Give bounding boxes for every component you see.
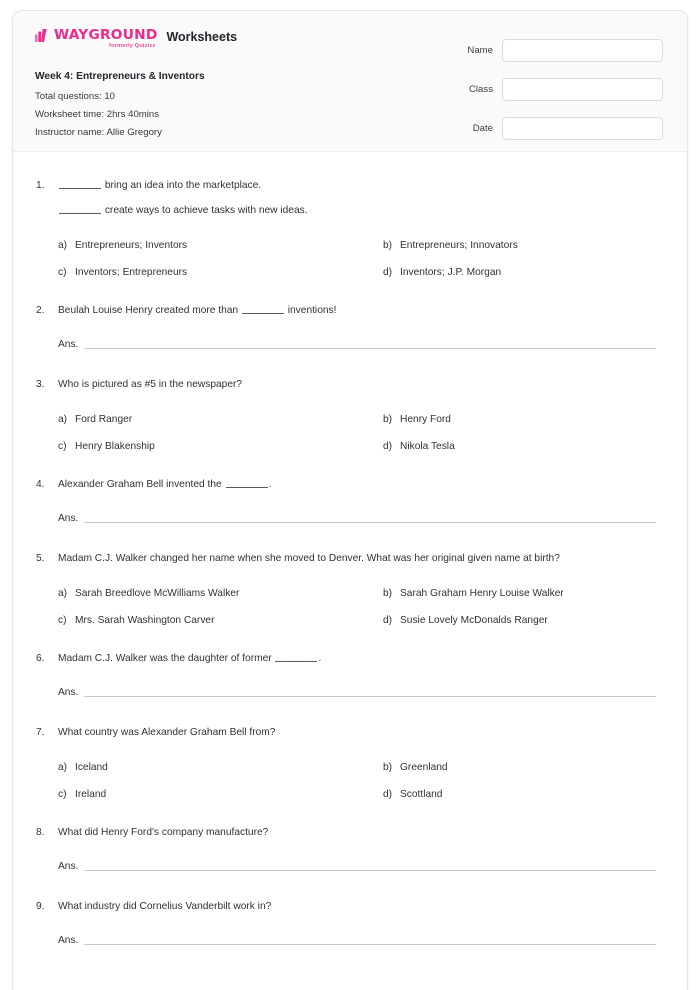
option-key: a) (58, 762, 68, 773)
option-b[interactable] (383, 760, 665, 775)
question-text-wrap (58, 899, 665, 915)
option-label: Sarah Graham Henry Louise Walker (400, 588, 564, 599)
question-text-wrap (58, 303, 665, 319)
option-key: c) (58, 789, 67, 800)
product-title: Worksheets (166, 30, 238, 44)
option-label: Inventors; Entrepreneurs (75, 267, 188, 278)
question-number: 3. (36, 379, 45, 390)
option-a[interactable] (58, 760, 383, 775)
options-grid (35, 412, 665, 454)
worksheet-meta (35, 71, 237, 139)
question-1 (35, 178, 665, 280)
question-number: 2. (36, 305, 45, 316)
fill-in-blank[interactable] (226, 477, 268, 488)
answer-write-line[interactable] (84, 870, 656, 871)
worksheet-title: Week 4: Entrepreneurs & Inventors (35, 71, 205, 82)
question-text-wrap (58, 725, 665, 741)
option-d[interactable] (383, 613, 665, 628)
logo-subtitle: formerly Quizizz (109, 43, 156, 49)
question-number: 8. (36, 827, 45, 838)
answer-row (35, 934, 665, 948)
worksheet-sheet (12, 10, 688, 990)
field-row-name (431, 39, 663, 62)
question-text-wrap (58, 377, 665, 393)
field-row-date (431, 117, 663, 140)
question-number: 9. (36, 901, 45, 912)
option-label: Ireland (75, 789, 107, 800)
date-input[interactable] (502, 117, 663, 140)
question-text-wrap (58, 651, 665, 667)
option-label: Entrepreneurs; Innovators (400, 240, 518, 251)
question-text: Madam C.J. Walker changed her name when she moved to Denver. What was her original given name at birth? (58, 553, 560, 564)
question-head (35, 377, 665, 393)
option-c[interactable] (58, 787, 383, 802)
option-c[interactable] (58, 613, 383, 628)
option-d[interactable] (383, 787, 665, 802)
answer-row (35, 860, 665, 874)
answer-write-line[interactable] (84, 522, 656, 523)
answer-label: Ans. (58, 513, 79, 524)
option-key: b) (383, 588, 393, 599)
question-text: What country was Alexander Graham Bell from? (58, 727, 276, 738)
option-key: c) (58, 267, 67, 278)
answer-label: Ans. (58, 339, 79, 350)
question-6 (35, 651, 665, 700)
question-text-part: Madam C.J. Walker was the daughter of former (58, 653, 275, 664)
question-text (58, 178, 665, 194)
options-grid (35, 760, 665, 802)
fill-in-blank[interactable] (242, 303, 284, 314)
worksheet-meta-line: Instructor name: Allie Gregory (35, 127, 162, 138)
wayground-logo (35, 29, 156, 50)
question-3 (35, 377, 665, 454)
option-key: d) (383, 789, 393, 800)
option-b[interactable] (383, 238, 665, 253)
brand-row (35, 29, 237, 55)
question-text (58, 477, 665, 493)
fill-in-blank[interactable] (59, 178, 101, 189)
student-info-form (431, 29, 663, 140)
option-key: b) (383, 240, 393, 251)
question-text-wrap (58, 178, 665, 219)
question-number: 6. (36, 653, 45, 664)
options-grid (35, 238, 665, 280)
option-key: c) (58, 441, 67, 452)
logo-main (35, 29, 156, 42)
question-text-line-2 (58, 203, 665, 219)
option-label: Henry Blakenship (75, 441, 155, 452)
question-9 (35, 899, 665, 948)
option-label: Inventors; J.P. Morgan (400, 267, 502, 278)
question-head (35, 477, 665, 493)
field-label-date: Date (472, 123, 493, 134)
answer-write-line[interactable] (84, 348, 656, 349)
option-key: d) (383, 441, 393, 452)
answer-row (35, 338, 665, 352)
field-row-class (431, 78, 663, 101)
question-text-part: Beulah Louise Henry created more than (58, 305, 241, 316)
question-text-part: . (268, 479, 272, 490)
question-text: What did Henry Ford's company manufacture? (58, 827, 269, 838)
question-4 (35, 477, 665, 526)
question-text-part: . (318, 653, 322, 664)
option-label: Iceland (75, 762, 108, 773)
worksheet-header (13, 11, 687, 152)
option-a[interactable] (58, 412, 383, 427)
option-d[interactable] (383, 265, 665, 280)
field-label-name: Name (467, 45, 493, 56)
question-text: Who is pictured as #5 in the newspaper? (58, 379, 243, 390)
question-text: What industry did Cornelius Vanderbilt work in? (58, 901, 272, 912)
option-key: c) (58, 615, 67, 626)
option-c[interactable] (58, 265, 383, 280)
worksheet-meta-line: Worksheet time: 2hrs 40mins (35, 109, 160, 120)
question-number: 1. (36, 180, 45, 191)
options-grid (35, 586, 665, 628)
question-2 (35, 303, 665, 352)
question-number: 7. (36, 727, 45, 738)
question-head (35, 178, 665, 219)
option-label: Susie Lovely McDonalds Ranger (400, 615, 548, 626)
question-5 (35, 551, 665, 628)
question-text-part: inventions! (284, 305, 337, 316)
option-key: a) (58, 240, 68, 251)
worksheet-meta-line: Total questions: 10 (35, 91, 116, 102)
wayground-logo-icon (35, 29, 52, 42)
question-text-wrap (58, 825, 665, 841)
option-key: b) (383, 414, 393, 425)
fill-in-blank[interactable] (59, 203, 101, 214)
option-key: d) (383, 267, 393, 278)
question-text-part: Alexander Graham Bell invented the (58, 479, 225, 490)
fill-in-blank[interactable] (275, 651, 317, 662)
answer-write-line[interactable] (84, 696, 656, 697)
option-b[interactable] (383, 412, 665, 427)
class-input[interactable] (502, 78, 663, 101)
question-head (35, 825, 665, 841)
question-head (35, 651, 665, 667)
question-head (35, 551, 665, 567)
answer-row (35, 686, 665, 700)
answer-row (35, 512, 665, 526)
question-head (35, 725, 665, 741)
option-label: Sarah Breedlove McWilliams Walker (75, 588, 240, 599)
option-d[interactable] (383, 439, 665, 454)
option-label: Henry Ford (400, 414, 451, 425)
worksheet-meta-lines (35, 91, 237, 139)
option-a[interactable] (58, 238, 383, 253)
question-text-wrap (58, 477, 665, 493)
question-7 (35, 725, 665, 802)
option-key: a) (58, 414, 68, 425)
question-number: 5. (36, 553, 45, 564)
option-key: d) (383, 615, 393, 626)
question-text (58, 651, 665, 667)
option-label: Ford Ranger (75, 414, 133, 425)
option-label: Nikola Tesla (400, 441, 455, 452)
question-head (35, 303, 665, 319)
option-key: a) (58, 588, 68, 599)
option-a[interactable] (58, 586, 383, 601)
name-input[interactable] (502, 39, 663, 62)
question-text (58, 303, 665, 319)
answer-label: Ans. (58, 861, 79, 872)
answer-write-line[interactable] (84, 944, 656, 945)
option-key: b) (383, 762, 393, 773)
question-8 (35, 825, 665, 874)
option-label: Scottland (400, 789, 443, 800)
option-b[interactable] (383, 586, 665, 601)
option-label: Mrs. Sarah Washington Carver (75, 615, 215, 626)
logo-wordmark: WAYGROUND (53, 27, 158, 43)
answer-label: Ans. (58, 687, 79, 698)
field-label-class: Class (469, 84, 493, 95)
option-label: Entrepreneurs; Inventors (75, 240, 188, 251)
answer-label: Ans. (58, 935, 79, 946)
question-text-wrap (58, 551, 665, 567)
question-text-part: bring an idea into the marketplace. (102, 180, 262, 191)
questions-container (13, 152, 687, 990)
question-text-part: create ways to achieve tasks with new ideas. (102, 205, 308, 216)
option-c[interactable] (58, 439, 383, 454)
option-label: Greenland (400, 762, 448, 773)
header-left (35, 29, 237, 139)
question-head (35, 899, 665, 915)
question-number: 4. (36, 479, 45, 490)
